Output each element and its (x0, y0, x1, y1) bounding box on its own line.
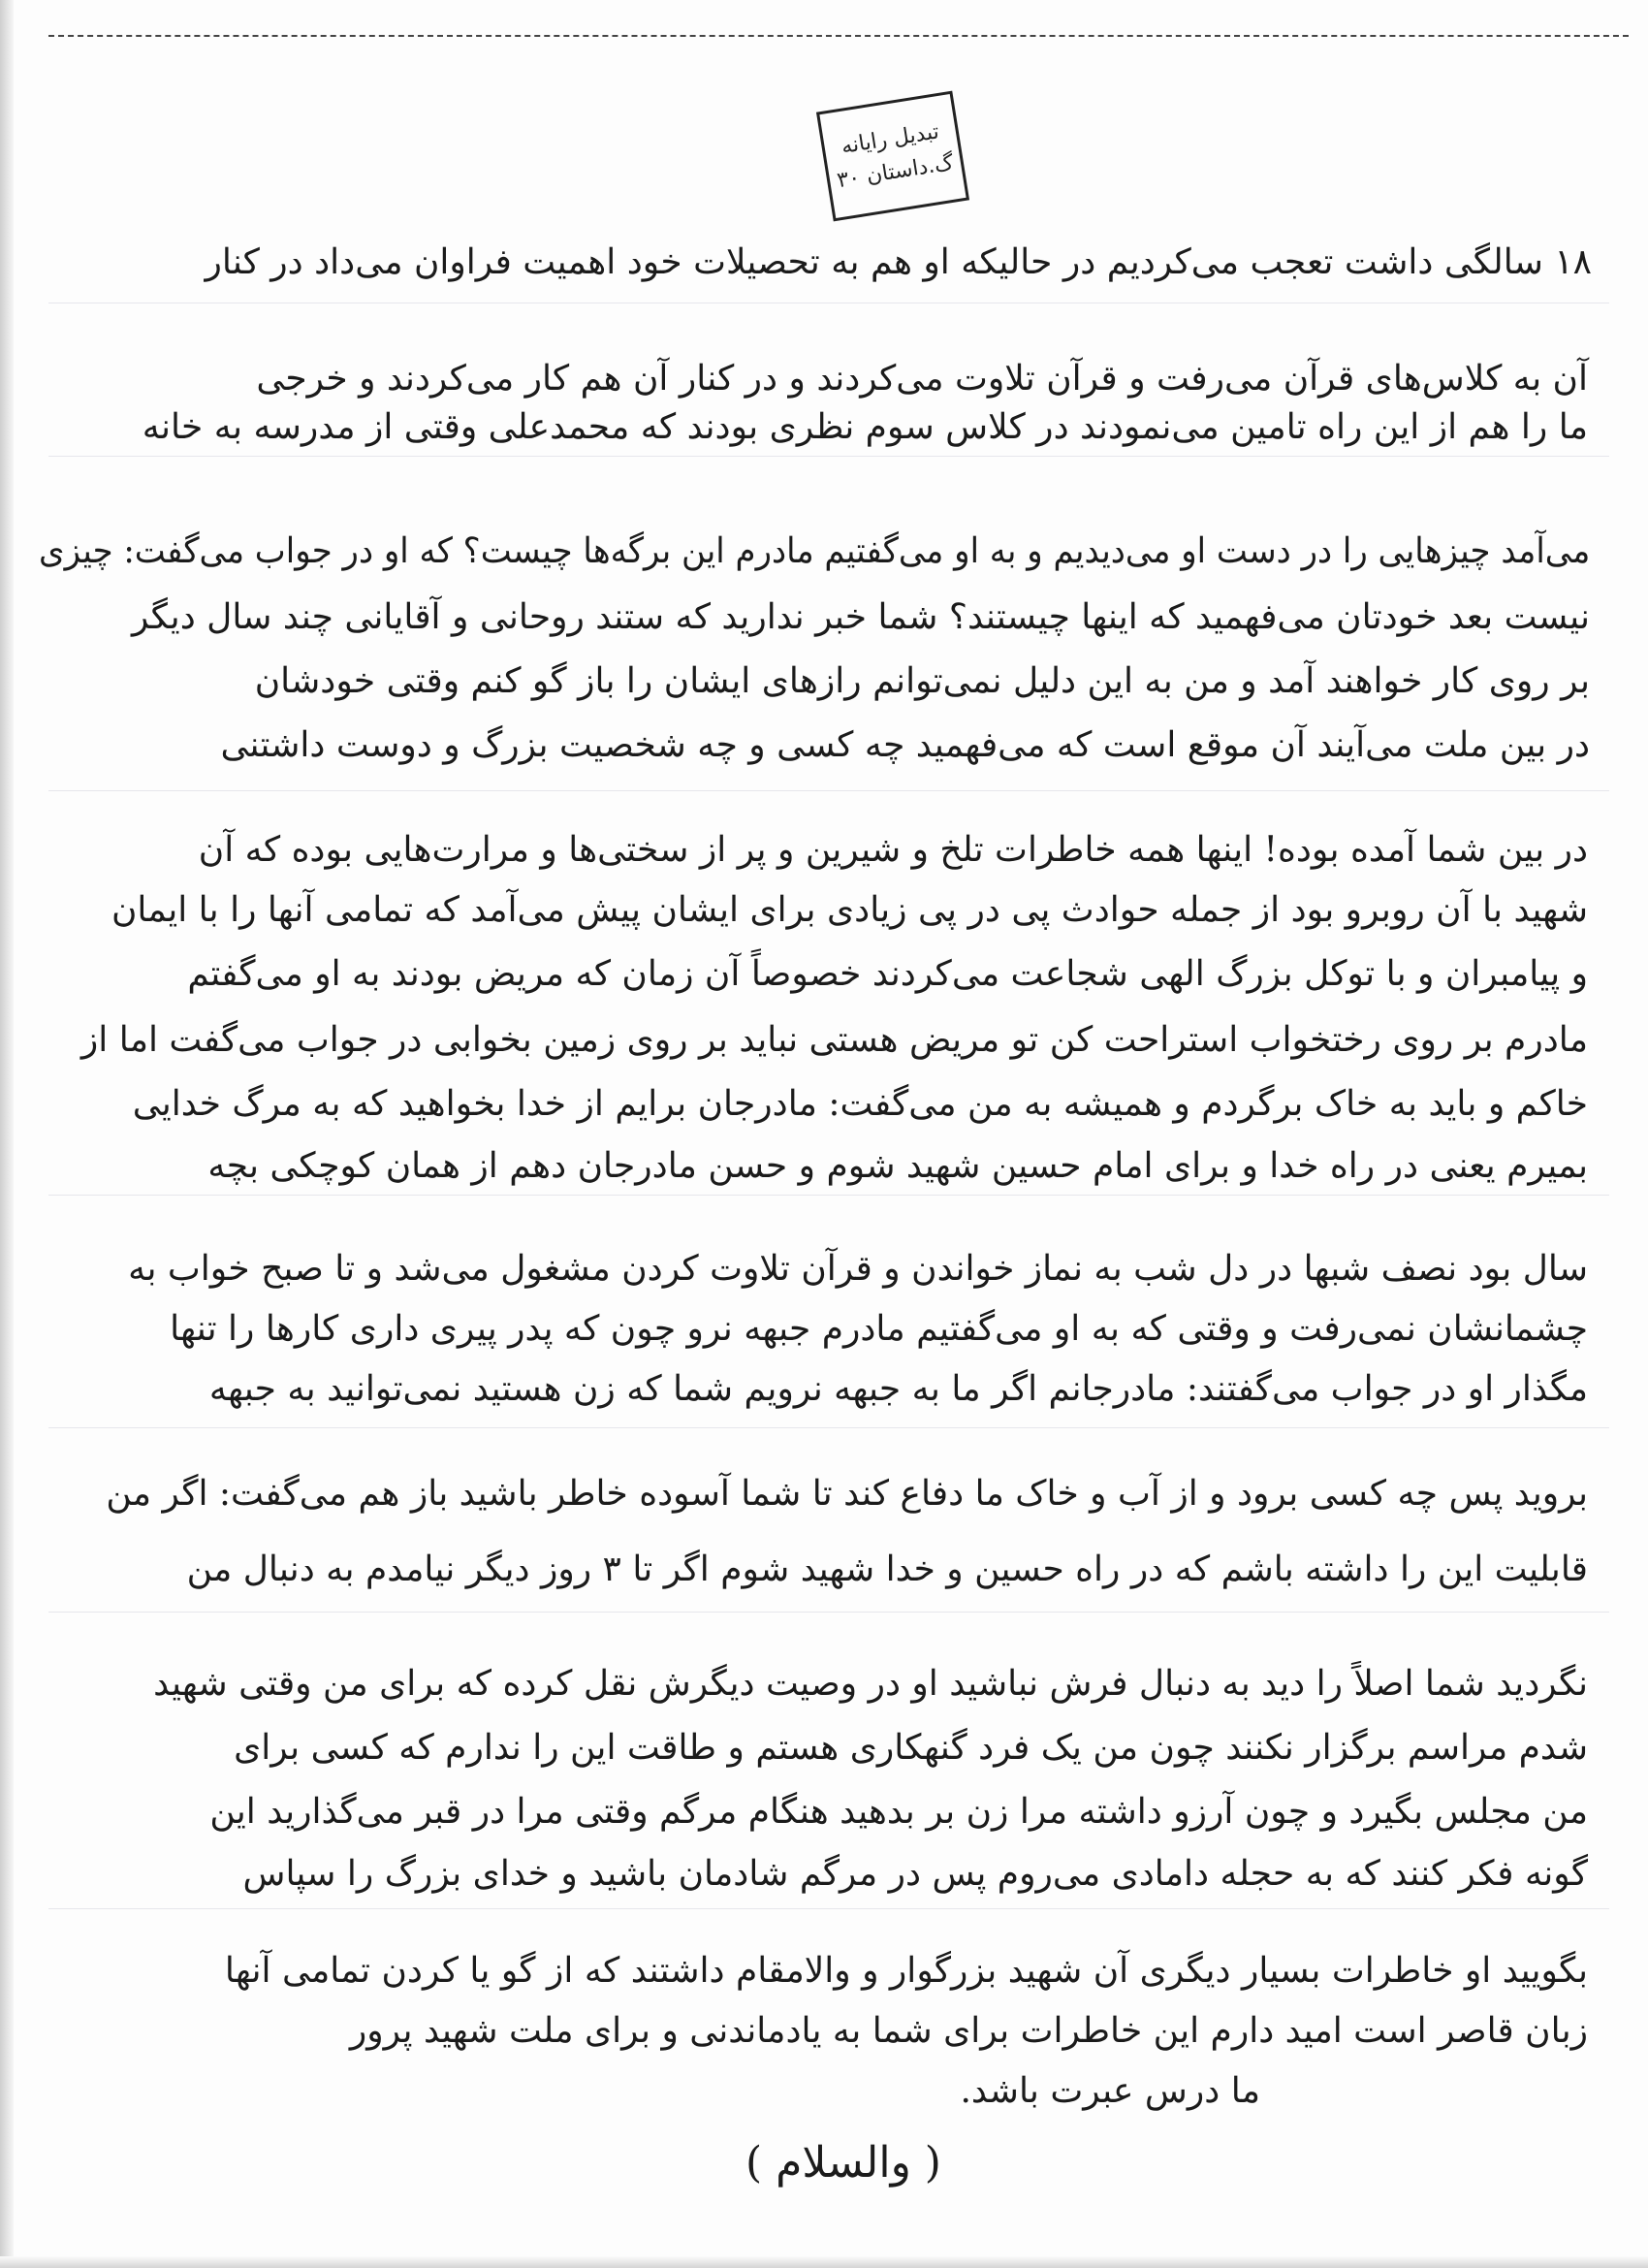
letter-line: بر روی کار خواهند آمد و من به این دلیل نمی‌توانم رازهای ایشان را باز گو کنم وقتی خودشان (254, 661, 1590, 701)
letter-line: بگویید او خاطرات بسیار دیگری آن شهید بزرگوار و والامقام داشتند که از گو یا کردن تمامی آنها (224, 1951, 1588, 1991)
paper-rule (48, 456, 1609, 457)
letter-line: چشمانشان نمی‌رفت و وقتی که به او می‌گفتیم مادرم جبهه نرو چون که پدر پیری داری کارها را تنها (170, 1309, 1588, 1349)
paper-rule (48, 1195, 1609, 1196)
letter-line: خاکم و باید به خاک برگردم و همیشه به من می‌گفت: مادرجان برایم از خدا بخواهید که به مرگ خدایی (132, 1084, 1588, 1124)
letter-line: قابلیت این را داشته باشم که در راه حسین و خدا شهید شوم اگر تا ۳ روز دیگر نیامدم به دنبال من (186, 1549, 1588, 1589)
letter-line: من مجلس بگیرد و چون آرزو داشته مرا زن بر بدهید هنگام مرگم وقتی مرا در قبر می‌گذارید این (209, 1792, 1588, 1832)
stamp-line-1: تبدیل رایانه (840, 119, 941, 160)
letter-line: ۱۸ سالگی داشت تعجب می‌کردیم در حالیکه او هم به تحصیلات خود اهمیت فراوان می‌داد در کنار (205, 242, 1592, 282)
letter-line: مگذار او در جواب می‌گفتند: مادرجانم اگر ما به جبهه نرویم شما که زن هستید نمی‌توانید به جبهه (208, 1369, 1588, 1409)
scan-bottom-edge (0, 2256, 1648, 2268)
letter-line: ما درس عبرت باشد. (960, 2071, 1260, 2111)
stamp-line-2: گ.داستان ۳۰ (835, 150, 956, 194)
letter-line: زبان قاصر است امید دارم این خاطرات برای شما به یادماندنی و برای ملت شهید پرور (349, 2011, 1588, 2051)
letter-line: آن به کلاس‌های قرآن می‌رفت و قرآن تلاوت می‌کردند و در کنار آن هم کار می‌کردند و خرجی (256, 359, 1588, 399)
letter-line: ما را هم از این راه تامین می‌نمودند در کلاس سوم نظری بودند که محمدعلی وقتی از مدرسه به خانه (142, 407, 1588, 447)
letter-line: در بین شما آمده بوده! اینها همه خاطرات تلخ و شیرین و پر از سختی‌ها و مرارت‌هایی بوده که آن (198, 830, 1588, 870)
letter-line: می‌آمد چیزهایی را در دست او می‌دیدیم و به او می‌گفتیم مادرم این برگه‌ها چیست؟ که او در جواب می‌گفت: چیزی (38, 531, 1590, 571)
office-stamp (816, 91, 969, 222)
letter-line: بمیرم یعنی در راه خدا و برای امام حسین شهید شوم و حسن مادرجان دهم از همان کوچکی بچه (207, 1146, 1588, 1186)
letter-line: مادرم بر روی رختخواب استراحت کن تو مریض هستی نباید بر روی زمین بخوابی در جواب می‌گفت اما از (80, 1020, 1588, 1060)
letter-line: شدم مراسم برگزار نکنند چون من یک فرد گنهکاری هستم و طاقت این را ندارم که کسی برای (234, 1728, 1588, 1768)
paper-rule (48, 1908, 1609, 1909)
scan-left-edge (0, 0, 14, 2268)
letter-line: در بین ملت می‌آیند آن موقع است که می‌فهمید چه کسی و چه شخصیت بزرگ و دوست داشتنی (220, 725, 1590, 765)
page-top-dashed-rule (48, 35, 1629, 37)
paper-rule (48, 1612, 1609, 1613)
letter-line: بروید پس چه کسی برود و از آب و خاک ما دفاع کند تا شما آسوده خاطر باشید باز هم می‌گفت: اگر من (106, 1474, 1588, 1514)
letter-line: نیست بعد خودتان می‌فهمید که اینها چیستند؟ شما خبر ندارید که ستند روحانی و آقایانی چند سال دیگر (131, 597, 1590, 637)
letter-line: گونه فکر کنند که به حجله دامادی می‌روم پس در مرگم شادمان باشید و خدای بزرگ را سپاس (242, 1854, 1588, 1894)
letter-signoff: ( والسلام ) (745, 2137, 941, 2188)
letter-line: سال بود نصف شبها در دل شب به نماز خواندن و قرآن تلاوت کردن مشغول می‌شد و تا صبح خواب به (128, 1249, 1588, 1289)
letter-line: نگردید شما اصلاً را دید به دنبال فرش نباشید او در وصیت دیگرش نقل کرده که برای من وقتی شهید (153, 1664, 1588, 1704)
letter-line: و پیامبران و با توکل بزرگ الهی شجاعت می‌کردند خصوصاً آن زمان که مریض بودند به او می‌گفتم (187, 954, 1588, 994)
paper-rule (48, 790, 1609, 791)
paper-rule (48, 1427, 1609, 1428)
letter-line: شهید با آن روبرو بود از جمله حوادث پی در پی زیادی برای ایشان پیش می‌آمد که تمامی آنها را با ایمان (111, 890, 1588, 930)
